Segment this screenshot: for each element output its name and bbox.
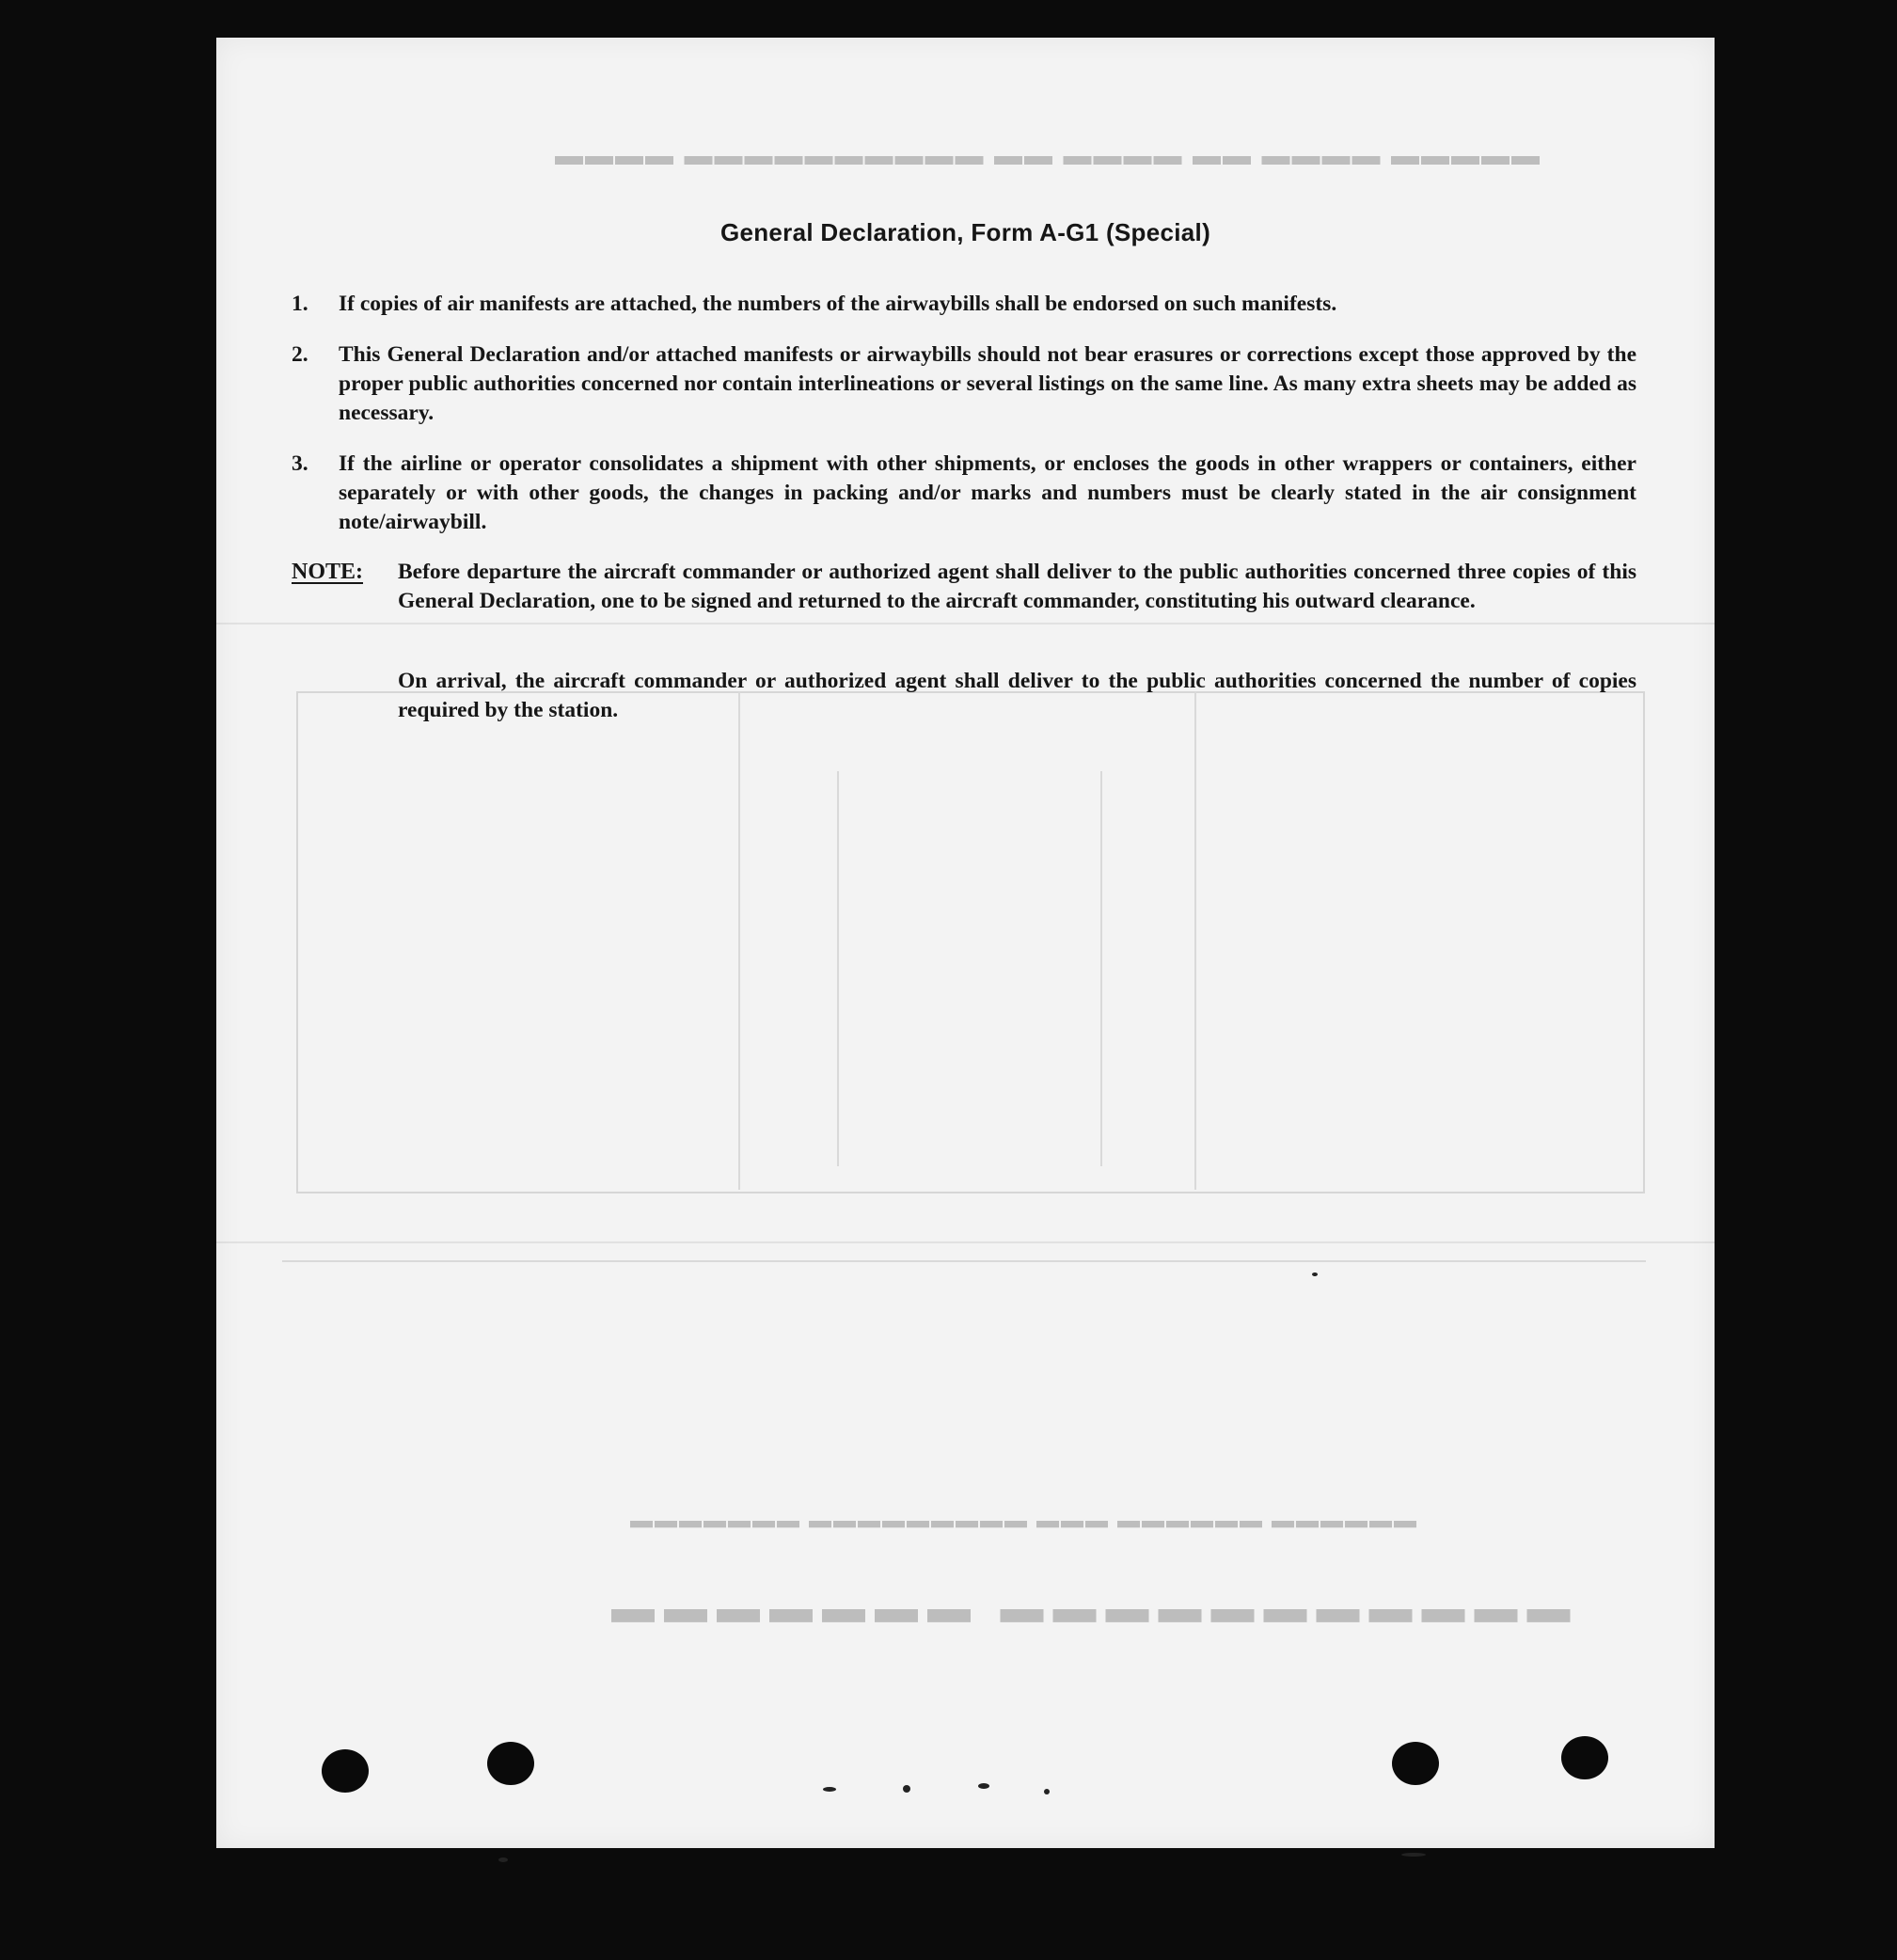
bleed-through-divider [1194,691,1196,1190]
scan-speck [1044,1789,1050,1794]
instruction-text: If the airline or operator consolidates a shipment with other shipments, or encloses the goods in other wrappers or containers, either separately or with other goods, the changes in packing and/or marks and numbers must be clearly stated in the air consignment note/airwaybill. [339,451,1636,534]
scan-speck [1312,1272,1318,1276]
note-paragraph: On arrival, the aircraft commander or authorized agent shall deliver to the public authorities concerned the number of copies required by the station. [398,669,1636,722]
bleed-through-divider [837,771,839,1166]
bleed-through-text: ▬▬▬▬▬▬▬ ▬▬▬▬▬▬▬▬▬▬▬ [611,1600,1580,1648]
bleed-through-text: ▬▬▬▬▬▬▬ ▬▬▬▬▬▬▬▬▬ ▬▬▬ ▬▬▬▬▬▬ ▬▬▬▬▬▬ [630,1515,1418,1540]
instruction-text: If copies of air manifests are attached, the numbers of the airwaybills shall be endorsed on such manifests. [339,292,1337,316]
bleed-through-box [296,691,1645,1193]
punch-hole [487,1742,534,1785]
instruction-number: 3. [292,451,308,476]
scan-speck [1401,1853,1426,1857]
fold-line [216,1241,1715,1243]
scan-speck [823,1787,836,1792]
instruction-number: 1. [292,292,308,316]
punch-hole [1392,1742,1439,1785]
paper-sheet [216,38,1715,1848]
bleed-through-text: ▬▬▬▬ ▬▬▬▬▬▬▬▬▬▬ ▬▬ ▬▬▬▬ ▬▬ ▬▬▬▬ ▬▬▬▬▬ [555,150,1541,181]
bleed-through-divider [1100,771,1102,1166]
bleed-through-rule [282,1260,1646,1262]
scan-speck [498,1857,508,1862]
bleed-through-divider [738,691,740,1190]
page-title: General Declaration, Form A-G1 (Special) [719,218,1211,246]
fold-line [216,623,1715,624]
punch-hole [322,1749,369,1793]
instruction-text: This General Declaration and/or attached manifests or airwaybills should not bear erasures or corrections except those approved by the proper public authorities concerned nor contain interlineations or several listings on the same line. As many extra sheets may be added as necessary. [339,342,1636,425]
note-paragraph: Before departure the aircraft commander or authorized agent shall deliver to the public authorities concerned three copies of this General Declaration, one to be signed and returned to the aircraft commander, constituting his outward clearance. [398,560,1636,613]
instruction-number: 2. [292,342,308,367]
punch-hole [1561,1736,1608,1779]
scan-speck [978,1783,989,1789]
note-label: NOTE: [292,560,364,584]
scan-speck [903,1785,910,1793]
